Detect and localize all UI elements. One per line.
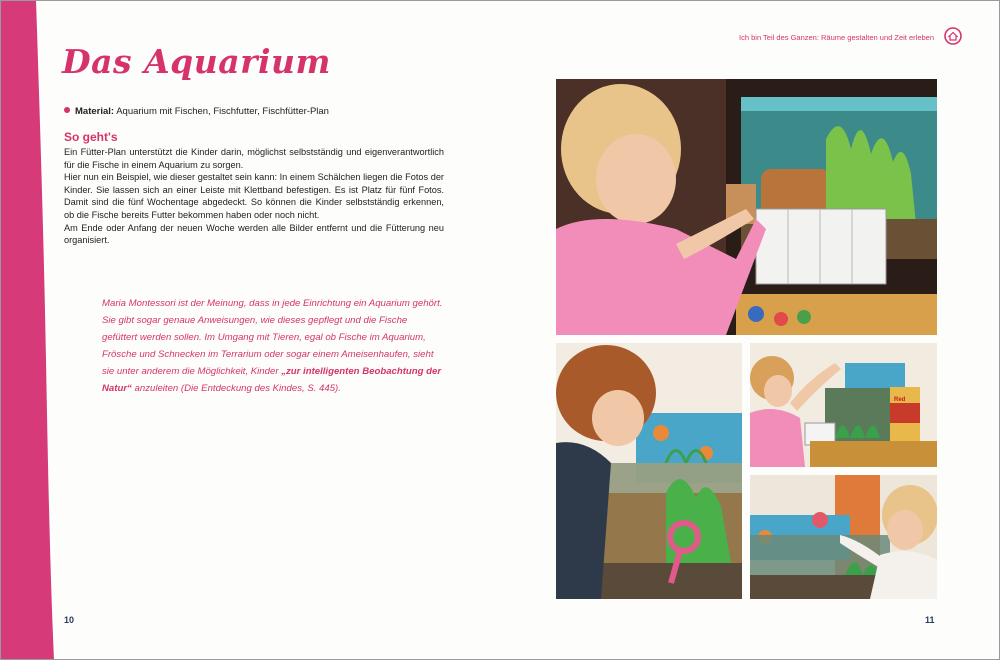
bullet-icon: [64, 107, 70, 113]
photo-children-cleaning-tank: [750, 475, 937, 599]
jar-label: Red: [894, 397, 906, 403]
montessori-quote: [102, 295, 444, 397]
photo-child-with-net: [556, 343, 742, 599]
body-paragraph: Am Ende oder Anfang der neuen Woche werden alle Bilder entfernt und die Fütterung neu organisiert.: [64, 222, 444, 246]
body-paragraph: Hier nun ein Beispiel, wie dieser gestaltet sein kann: In einem Schälchen liegen die Fotos der Kinder. Sie lassen sich an einer Leiste mit Klettband befestigen. Es ist Platz für fünf Fotos. Damit sind die fünf Wochentage abgedeckt. So können die Kinder selbstständig erkennen, ob die Fische bereits Futter bekommen haben oder noch nicht.: [64, 172, 444, 220]
page-number-right: 11: [925, 615, 935, 625]
material-label: Material:: [75, 106, 115, 117]
quote-text-end: anzuleiten (Die Entdeckung des Kindes, S. 445).: [131, 383, 341, 394]
quote-emphasis: „zur intelligenten Beobachtung der Natur“: [102, 366, 442, 394]
material-text: Aquarium mit Fischen, Fischfutter, Fischfütter-Plan: [114, 106, 329, 117]
body-paragraph: Ein Fütter-Plan unterstützt die Kinder darin, möglichst selbstständig und eigenverantwortlich für die Fische in einem Aquarium zu sorgen.: [64, 147, 444, 170]
section-heading: So geht's: [64, 130, 118, 144]
running-header: Ich bin Teil des Ganzen: Räume gestalten und Zeit erleben: [739, 33, 934, 42]
material-line: [64, 106, 329, 117]
pink-edge-band: [0, 0, 60, 660]
house-circle-icon: [944, 27, 962, 45]
photo-child-feeding-plan: [556, 79, 937, 335]
page-title: Das Aquarium: [62, 42, 331, 81]
photo-child-at-tank: [750, 343, 937, 467]
quote-text: Maria Montessori ist der Meinung, dass in jede Einrichtung ein Aquarium gehört. Sie gibt sogar genaue Anweisungen, wie dieses gepflegt und die Fische gefüttert werden sollen. Im Umgang mit Tieren, egal ob Fische im Aquarium, Frösche und Schnecken im Terrarium oder sogar einem Ameisenhaufen, sieht sie unter anderem die Möglichkeit, Kinder: [102, 298, 443, 377]
body-text: [64, 146, 444, 247]
page-number-left: 10: [64, 615, 75, 625]
